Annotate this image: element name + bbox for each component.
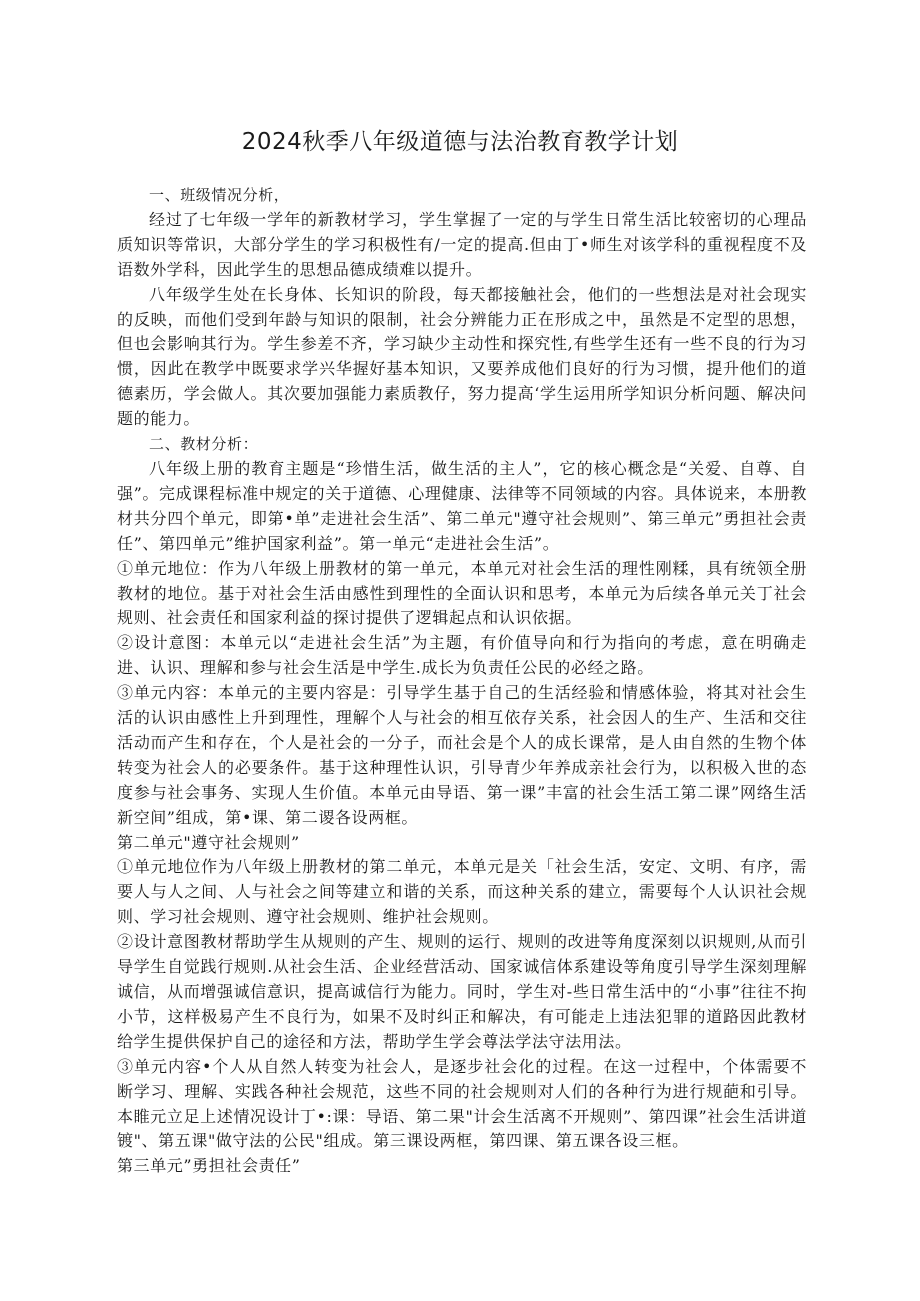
unit2-item: ③单元内容•个人从自然人转变为社会人，是逐步社会化的过程。在这一过程中，个体需要不断学习、理解、实践各种社会规范，这些不同的社会规则对人们的各种行为进行规葩和引导。本睢元立足上述情况设计丁•:课：导语、第二果"计会生活离不开规则”、第四课”社会生活讲道镀"、第五课"做守法的公民"组成。第三课设两框，第四课、第五课各设三框。 xyxy=(117,1056,807,1151)
unit2-item: ②设计意图教材帮助学生从规则的产生、规则的运行、规则的改进等角度深刻以识规则,从而引导学生自觉践行规则.从社会生活、企业经营活动、国家诚信体系建设等角度引导学生深刻理解诚信，从而增强诚信意识，提高诚信行为能力。同时，学生对-些日常生活中的“小事”往往不拘小节，这样极易产生不良行为，如果不及时纠正和解决，有可能走上违法犯罪的道路因此教材给学生提供保护自己的途径和方法，帮助学生学会尊法学法守法用法。 xyxy=(117,932,807,1051)
unit1-item: ②设计意图：本单元以“走进社会生活”为主题，有价值导向和行为指向的考虑，意在明确走进、认识、理解和参与社会生活是中学生.成长为负责任公民的必经之路。 xyxy=(117,633,807,678)
unit2-item: ①单元地位作为八年级上册教材的第二单元，本单元是关「社会生活，安定、文明、有序，需要人与人之间、人与社会之间等建立和谐的关系，而这种关系的建立，需要每个人认识社会规则、学习社会规则、遵守社会规则、维护社会规则。 xyxy=(117,857,807,927)
paragraph: 八年级学生处在长身体、长知识的阶段，每天都接触社会，他们的一些想法是对社会现实的反映，而他们受到年龄与知识的限制，社会分辨能力正在形成之中，虽然是不定型的思想，但也会影响其行为。学生参差不齐，学习缺少主动性和探究性,有些学生还有一些不良的行为习惯，因此在教学中既要求学兴华握好基本知识，又要养成他们良好的行为习惯，提升他们的道德素历，学会做人。其次要加强能力素质教仔，努力提高‘学生运用所学知识分析问题、解决问题的能力。 xyxy=(117,284,807,429)
section-heading-textbook-analysis: 二、教材分析： xyxy=(149,435,259,454)
section-heading-class-analysis: 一、班级情况分析， xyxy=(149,186,290,204)
unit-heading: 第三单元”勇担社会责任” xyxy=(117,1156,301,1176)
paragraph: 八年级上册的教育主题是“珍惜生活，做生活的主人”，它的核心概念是“关爱、自尊、自强”。完成课程标准中规定的关于道德、心理健康、法律等不同领域的内容。具体说来，本册教材共分四个单元，即第•单”走进社会生活”、第二单元"遵守社会规则”、第三单元”勇担社会责任”、第四单元”维护国家利益”。第一单元“走进社会生活”。 xyxy=(117,458,807,553)
document-body xyxy=(117,183,807,1179)
unit1-item: ③单元内容：本单元的主要内容是：引导学生基于自己的生活经验和情感体验，将其对社会生活的认识由感性上升到理性，理解个人与社会的相互依存关系，社会因人的生产、生活和交往活动而产生和存在，个人是社会的一分子，而社会是个人的成长课常，是人由自然的生物个体转变为社会人的必要条件。基于这种理性认识，引导青少年养成亲社会行为，以积极入世的态度参与社会事务、实现人生价值。本单元由导语、第一课”丰富的社会生活工第二课”网络生活新空间”组成，第•课、第二谡各设两框。 xyxy=(117,683,807,827)
document-title: 2024秋季八年级道德与法治教育教学计划 xyxy=(241,129,679,155)
paragraph: 经过了七年级一学年的新教材学习，学生掌握了一定的与学生日常生活比较密切的心理品质知识等常识，大部分学生的学习积极性有/一定的提高.但由丁•师生对该学科的重视程度不及语数外学科，因此学生的思想品德成绩难以提升。 xyxy=(117,209,807,279)
unit1-item: ①单元地位：作为八年级上册教材的第一单元，本单元对社会生活的理性刚糅，具有统领全册教材的地位。基于对社会生活由感性到理性的全面认识和思考，本单元为后续各单元关丁社会规则、社会责任和国家利益的探讨提供了逻辑起点和认识依据。 xyxy=(117,558,807,628)
unit-heading: 第二单元"遵守社会规则” xyxy=(117,832,300,852)
